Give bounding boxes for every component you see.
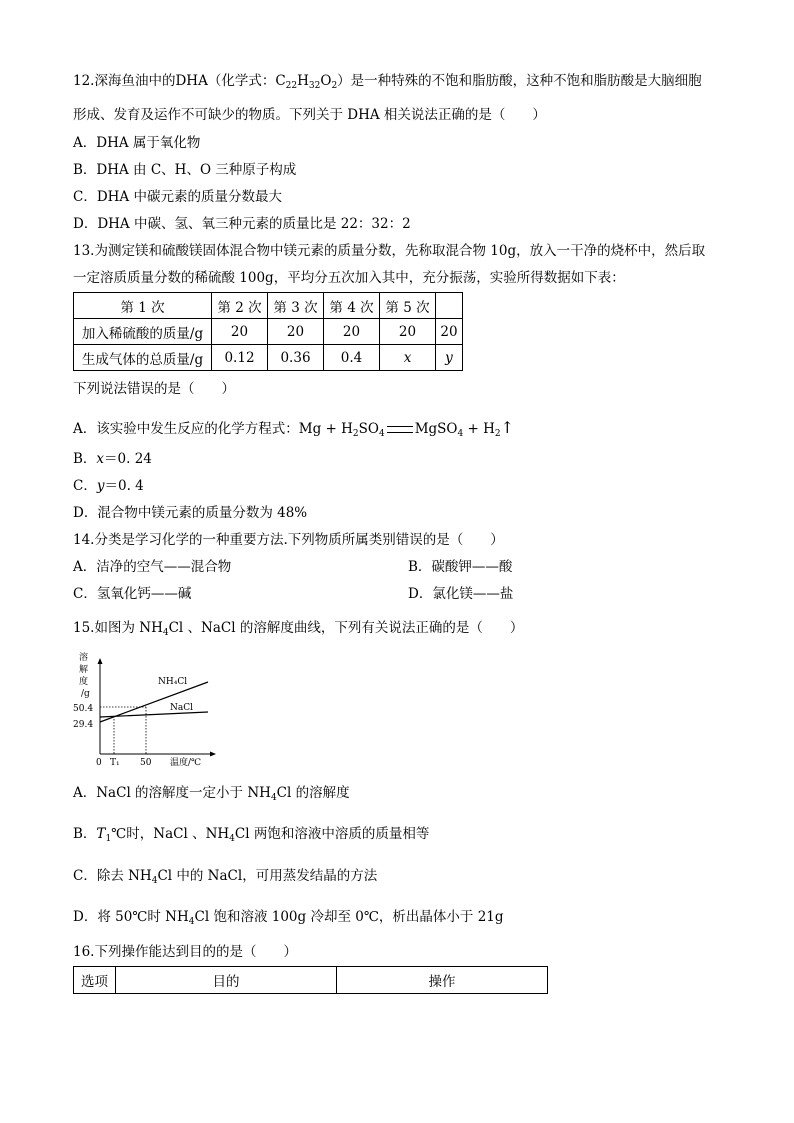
table-cell: 20 xyxy=(324,319,380,345)
q15-stem: 15.如图为 $NH_4Cl$ 、NaCl 的溶解度曲线，下列有关说法正确的是（ ） xyxy=(73,620,524,638)
table-cell: 加入稀硫酸的质量/g xyxy=(74,319,212,345)
graph-legend-nh4cl: NH₄Cl xyxy=(158,677,188,687)
q13-option-b: B．x＝0. 24 xyxy=(73,451,152,467)
graph-xtick-0: 0 xyxy=(96,758,102,768)
table-cell: y xyxy=(436,345,463,371)
q14-option-c: C．氢氧化钙——碱 xyxy=(73,586,192,602)
q15-option-a: A．NaCl 的溶解度一定小于 $NH_4Cl$ 的溶解度 xyxy=(73,785,350,803)
table-header-cell: 选项 xyxy=(74,967,116,994)
table-cell: 0.12 xyxy=(212,345,268,371)
table-row xyxy=(74,345,463,371)
table-row xyxy=(74,319,463,345)
table-cell: 生成气体的总质量/g xyxy=(74,345,212,371)
graph-ylabel-1: 溶 xyxy=(79,653,89,663)
q13-ask: 下列说法错误的是（ ） xyxy=(73,381,235,397)
table-cell: 20 xyxy=(436,319,463,345)
table-header-cell: 操作 xyxy=(337,967,548,994)
q12-option-b: B．DHA 由 C、H、O 三种原子构成 xyxy=(73,162,297,178)
q12-stem-line2: 形成、发育及运作不可缺少的物质。下列关于 DHA 相关说法正确的是（ ） xyxy=(73,107,546,123)
graph-ytick-294: 29.4 xyxy=(73,720,94,730)
q13-data-table xyxy=(73,292,463,371)
q12-option-a: A．DHA 属于氧化物 xyxy=(73,135,201,151)
solubility-graph xyxy=(70,648,230,770)
equals-sign xyxy=(387,426,413,433)
graph-x-arrow xyxy=(210,752,216,757)
table-cell: 第 2 次 xyxy=(212,293,268,319)
graph-xtick-50: 50 xyxy=(140,758,152,768)
graph-xlabel: 温度/℃ xyxy=(170,758,202,768)
q13-option-a: A．该实验中发生反应的化学方程式：$Mg + H_2SO_4$ MgSO$_4$ + $H_2↑$ xyxy=(73,418,515,439)
q12-stem-line1: 12.深海鱼油中的DHA（化学式：$C_{22}H_{32}O_2$）是一种特殊的不饱和脂肪酸，这种不饱和脂肪酸是大脑细胞 xyxy=(73,73,702,91)
q13-stem-line2: 一定溶质质量分数的稀硫酸 100g，平均分五次加入其中，充分振荡，实验所得数据如下表： xyxy=(73,270,625,286)
q15-option-d: D．将 50℃时 $NH_4Cl$ 饱和溶液 100g 冷却至 0℃，析出晶体小于 21g xyxy=(73,909,504,927)
q15-option-c: C．除去 $NH_4Cl$ 中的 NaCl，可用蒸发结晶的方法 xyxy=(73,868,378,886)
table-cell: 第 1 次 xyxy=(74,293,212,319)
table-cell xyxy=(436,293,463,319)
table-cell: x xyxy=(380,345,436,371)
table-row xyxy=(74,293,463,319)
table-cell: 第 4 次 xyxy=(324,293,380,319)
graph-xtick-t1: T₁ xyxy=(110,758,120,768)
graph-ytick-504: 50.4 xyxy=(73,704,94,714)
table-cell: 0.4 xyxy=(324,345,380,371)
up-arrow-icon: ↑ xyxy=(500,418,515,437)
dha-formula: $C_{22}H_{32}O_2$ xyxy=(275,73,338,91)
chemical-equation: $Mg + H_2SO_4$ MgSO$_4$ + $H_2↑$ xyxy=(298,418,515,439)
q12-option-c: C．DHA 中碳元素的质量分数最大 xyxy=(73,189,282,205)
graph-ylabel-3: 度 xyxy=(79,677,89,687)
q14-option-a: A．洁净的空气——混合物 xyxy=(73,559,232,575)
q15-option-b: B．$T_1℃$时，NaCl 、$NH_4Cl$ 两饱和溶液中溶质的质量相等 xyxy=(73,826,430,844)
q16-table xyxy=(73,966,548,994)
q13-option-c: C．y＝0. 4 xyxy=(73,478,144,494)
table-cell: 20 xyxy=(268,319,324,345)
q14-option-d: D．氯化镁——盐 xyxy=(408,586,514,602)
q13-stem-line1: 13.为测定镁和硫酸镁固体混合物中镁元素的质量分数，先称取混合物 10g，放入一干净的烧杯中，然后取 xyxy=(73,243,706,259)
table-row xyxy=(74,967,548,994)
q16-stem: 16.下列操作能达到目的的是（ ） xyxy=(73,944,297,960)
table-cell: 0.36 xyxy=(268,345,324,371)
graph-ylabel-2: 解 xyxy=(79,665,89,675)
table-cell: 第 3 次 xyxy=(268,293,324,319)
graph-ylabel-4: /g xyxy=(81,689,90,699)
graph-y-arrow xyxy=(98,658,103,664)
q13-option-d: D．混合物中镁元素的质量分数为 48% xyxy=(73,505,308,521)
table-cell: 20 xyxy=(212,319,268,345)
table-header-cell: 目的 xyxy=(116,967,337,994)
table-cell: 第 5 次 xyxy=(380,293,436,319)
q14-stem: 14.分类是学习化学的一种重要方法.下列物质所属类别错误的是（ ） xyxy=(73,532,504,548)
q12-option-d: D．DHA 中碳、氢、氧三种元素的质量比是 22：32：2 xyxy=(73,216,411,232)
table-cell: 20 xyxy=(380,319,436,345)
graph-legend-nacl: NaCl xyxy=(170,703,194,713)
q14-option-b: B．碳酸钾——酸 xyxy=(408,559,513,575)
